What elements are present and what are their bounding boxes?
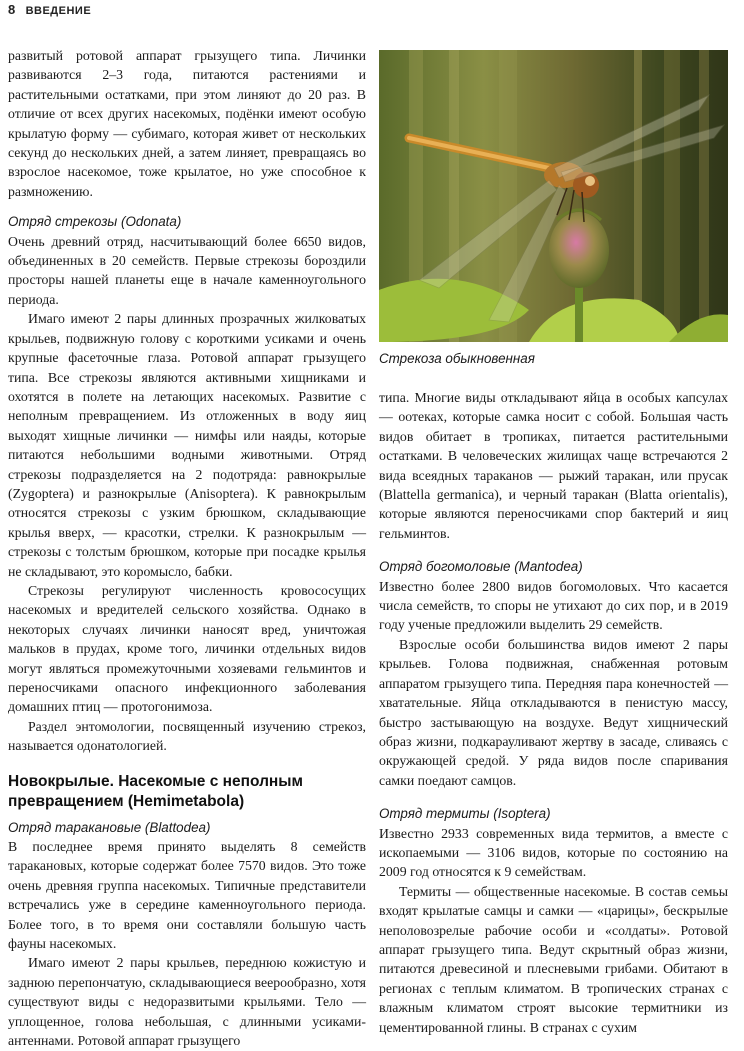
paragraph: Очень древний отряд, насчитывающий более 6650 видов, объединенных в 20 семейств. Первые стрекозы бороздили просторы нашей планеты еще в начале каменноугольного периода. <box>8 233 366 307</box>
paragraph: типа. Многие виды откладывают яйца в особых капсулах — оотеках, которые самка носит с собой. Большая часть видов обитает в тропиках, питается растительными остатками. В человеческих жилищах чаще встречаются 2 вида всеядных тараканов — рыжий таракан, или прусак (Blattella germanica), и черный таракан (Blatta orientalis), которые являются переносчиками спор бактерий и яиц гельминтов. <box>379 390 728 541</box>
paragraph: развитый ротовой аппарат грызущего типа. Личинки развиваются 2–3 года, питаются растениями и растительными остатками, при этом линяют до 20 раз. В отличие от всех других насекомых, подёнки имеют особую крылатую форму — субимаго, которая живет от нескольких секунд до нескольких дней, а затем линяет, превращаясь во взрослое насекомое, тоже крылатое, но уже способное к размножению. <box>8 48 366 199</box>
paragraph: Термиты — общественные насекомые. В состав семьы входят крылатые самцы и самки — «царицы», бескрылые неполовозрелые рабочие особи и «солдаты». Ротовой аппарат грызущего типа. Ведут скрытный образ жизни, питаются древесиной и плесневыми грибами. Обитают в регионах с теплым климатом. В тропических странах с влажным климатом строят высокие термитники из цементированной глины. В странах с сухим <box>379 883 728 1035</box>
paragraph: В последнее время принято выделять 8 семейств таракановых, которые содержат более 7570 видов. Это тоже очень древняя группа насекомых. Типичные представители встречались уже в середине каменноугольного периода. Более того, в то время они составляли большую часть фауны насекомых. <box>8 839 366 952</box>
paragraph: Взрослые особи большинства видов имеют 2 пары крыльев. Голова подвижная, снабженная ротовым аппаратом грызущего типа. Передняя пара конечностей — хватательные. Яйца откладываются в пенистую массу, быстро застывающую на воздухе. Ведут хищнический образ жизни, подкарауливают жертву в засаде, сливаясь с окружающей средой. У ряда видов после спаривания самки поедают самцов. <box>379 636 728 788</box>
paragraph: Имаго имеют 2 пары длинных прозрачных жилковатых крыльев, подвижную голову с короткими усиками и очень крупные фасеточные глаза. Ротовой аппарат грызущего типа. Все стрекозы являются активными хищниками и охотятся в полете на летающих насекомых. Развитие с неполным превращением. Из отложенных в воду яиц выходят хищные личинки — нимфы или наяды, которые питаются небольшими водными животными. Отряд стрекозы подразделяется на 2 подотряда: равнокрылые (Zygoptera) и разнокрылые (Anisoptera). К равнокрылым относятся стрекозы с узким брюшком, складывающие крылья вверх, — красотки, стрелки. К разнокрылым — стрекозы с толстым брюшком, которые при посадке крылья не складывают, это коромысло, бабки. <box>8 311 366 579</box>
paragraph: Стрекозы регулируют численность кровососущих насекомых и вредителей сельского хозяйства. Однако в некоторых случаях личинки наносят вред, уничтожая мальков в прудах, кроме того, личинки отдельных видов могут являться промежуточными хозяевами гельминтов и переносчиками опасного инфекционного заболевания домашних птиц — протогонимоза. <box>8 582 366 715</box>
paragraph: Имаго имеют 2 пары крыльев, переднюю кожистую и заднюю перепончатую, складывающиеся веерообразно, хотя существуют виды с недоразвитыми крыльями. Тело — уплощенное, голова небольшая, с длинными усиками-антеннами. Ротовой аппарат грызущего <box>8 955 366 1049</box>
order-title-mantodea: Отряд богомоловые (Mantodea) <box>379 559 583 575</box>
order-title-blattodea: Отряд таракановые (Blattodea) <box>8 819 211 835</box>
order-title-isoptera: Отряд термиты (Isoptera) <box>379 806 551 822</box>
dragonfly-photo <box>379 50 728 342</box>
section-title: ВВЕДЕНИЕ <box>25 5 92 17</box>
left-column <box>8 46 366 1051</box>
photo-caption: Стрекоза обыкновенная <box>379 351 535 366</box>
order-title-odonata: Отряд стрекозы (Odonata) <box>8 214 182 230</box>
right-column <box>379 388 728 1037</box>
section-heading: Новокрылые. Насекомые с неполным превращением (Hemimetabola) <box>8 772 303 810</box>
page-header <box>8 2 91 20</box>
page-number: 8 <box>8 2 16 17</box>
paragraph: Известно 2933 современных вида термитов, а вместе с ископаемыми — 3106 видов, которые по состоянию на 2009 год относятся к 9 семействам. <box>379 825 728 880</box>
paragraph: Известно более 2800 видов богомоловых. Что касается числа семейств, то споры не утихают до сих пор, и в 2019 году ученые предложили выделить 29 семейств. <box>379 578 728 633</box>
paragraph: Раздел энтомологии, посвященный изучению стрекоз, называется одонатологией. <box>8 718 366 754</box>
